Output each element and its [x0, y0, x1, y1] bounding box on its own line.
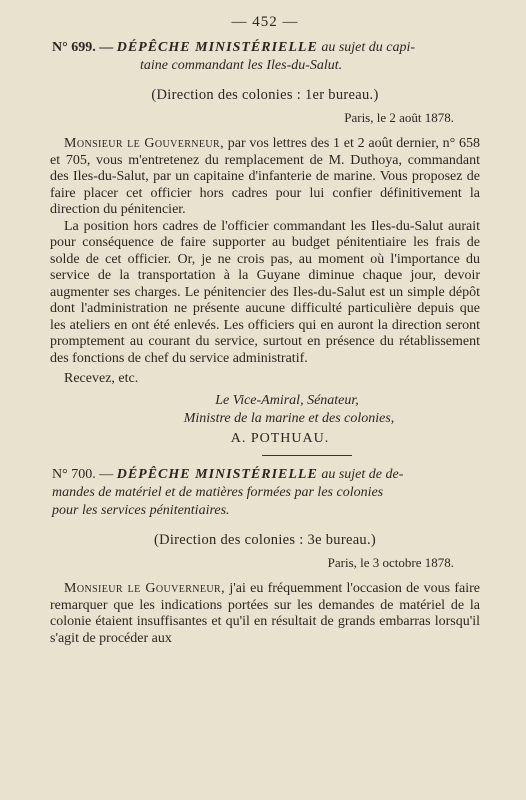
dispatch-699-heading: [52, 39, 480, 75]
page-number: — 452 —: [231, 14, 299, 30]
dispatch-700-heading: [52, 466, 480, 520]
dispatch-699-title: DÉPÊCHE MINISTÉRIELLE: [116, 40, 318, 55]
dispatch-700-number: N° 700. —: [52, 467, 114, 482]
dispatch-699-paragraph-1-text: par vos lettres des 1 et 2 août dernier, n° 658 et 705, vous m'entretenez du remplacement de M. Duthoya, commandant des Iles-du-Salut, par un capitaine d'infanterie de marine. Vous proposez de faire placer cet officier hors cadres pour lui confier définitivement la direction du pénitencier.: [50, 136, 480, 217]
dispatch-699-subject-line1: au sujet du capi-: [321, 40, 416, 55]
dispatch-699-paragraph-2: La position hors cadres de l'officier commandant les Iles-du-Salut aurait pour conséquence de faire supporter au budget pénitentiaire les frais de solde de cet officier. Or, je ne crois pas, au moment où l'importance du service de la transportation à la Guyane diminue chaque jour, devoir augmenter ses charges. Le pénitencier des Iles-du-Salut est un simple dépôt dont l'administration ne présente aucune difficulté particulière depuis que les ateliers en ont été enlevés. Les officiers qui en auront la direction seront promptement au courant du service, surtout en présence du rétablissement des fonctions de chef du service administratif.: [50, 218, 480, 366]
dispatch-699-number: N° 699. —: [52, 40, 114, 55]
dispatch-699-bureau: (Direction des colonies : 1er bureau.): [151, 87, 379, 103]
dispatch-699-closing: Recevez, etc.: [64, 371, 139, 386]
signature-office: Ministre de la marine et des colonies,: [183, 411, 395, 426]
signature-title: Le Vice-Amiral, Sénateur,: [215, 393, 359, 408]
dispatch-700-paragraph-1: [50, 581, 480, 647]
dispatch-700-paragraph-1-text: j'ai eu fréquemment l'occasion de vous faire remarquer que les indications portées sur les demandes de matériel de la colonie étaient insuffisantes et qu'il en résultait de grands embarras lorsqu'il s'agit de procéder aux: [50, 581, 481, 646]
dispatch-699-paragraph-1: [50, 136, 480, 219]
signature-name: A. POTHUAU.: [230, 431, 330, 446]
dispatch-700-subject-line3: pour les services pénitentiaires.: [52, 503, 230, 518]
dispatch-699-salutation: Monsieur le Gouverneur,: [64, 136, 225, 151]
dispatch-700-subject-line2: mandes de matériel et de matières formées par les colonies: [52, 485, 384, 500]
dispatch-700-subject-line1: au sujet de de-: [321, 467, 404, 482]
dispatch-700-bureau: (Direction des colonies : 3e bureau.): [153, 532, 377, 548]
dispatch-699-subject-line2: taine commandant les Iles-du-Salut.: [140, 58, 343, 73]
section-divider: [262, 455, 352, 456]
dispatch-700-salutation: Monsieur le Gouverneur,: [64, 581, 226, 596]
dispatch-699-date: Paris, le 2 août 1878.: [344, 110, 454, 125]
dispatch-700-title: DÉPÊCHE MINISTÉRIELLE: [116, 467, 318, 482]
dispatch-700-date: Paris, le 3 octobre 1878.: [327, 555, 454, 570]
